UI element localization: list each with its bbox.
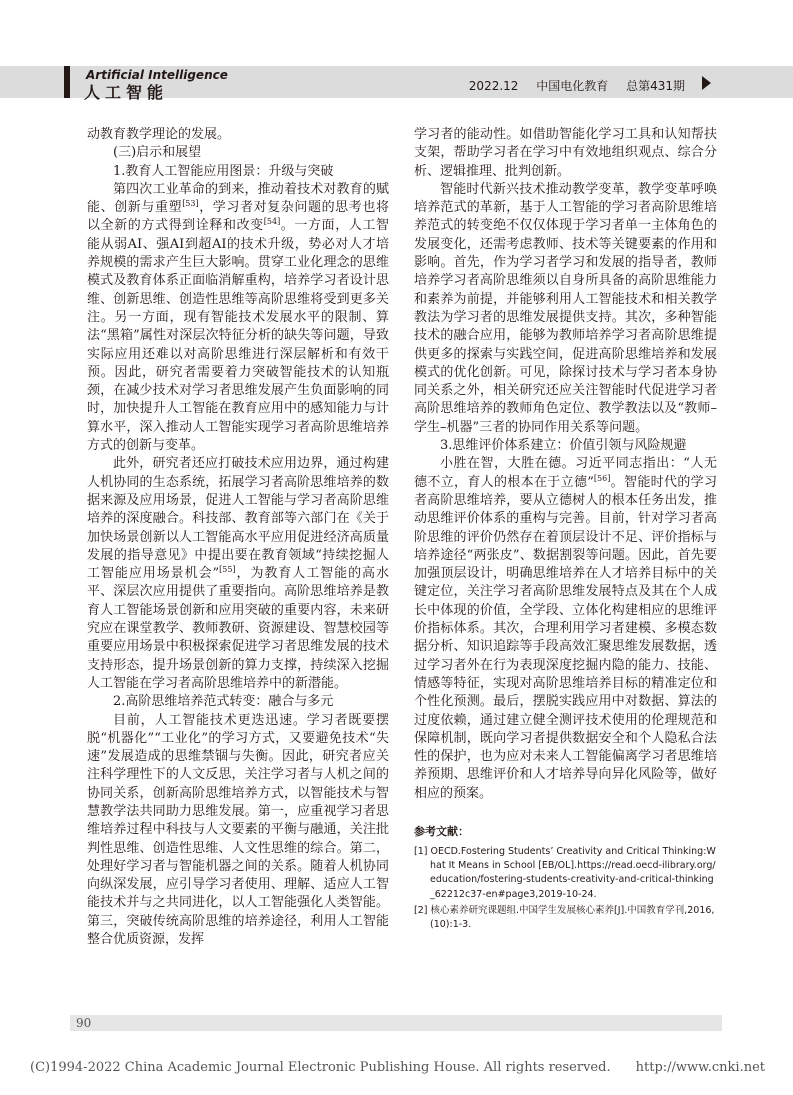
section-heading (87, 144, 389, 162)
copyright-text: (C)1994-2022 China Academic Journal Electronic Publishing House. All rights reserved. (30, 1060, 611, 1075)
paragraph (87, 455, 389, 693)
page-header (0, 0, 793, 108)
section-heading (87, 693, 389, 711)
issue-serial: 总第431期 (626, 79, 685, 93)
paragraph (414, 455, 717, 803)
references-section (414, 823, 717, 932)
paragraph-text: 3.思维评价体系建立：价值引领与风险规避 (440, 438, 687, 454)
paragraph-text: 此外，研究者还应打破技术应用边界，通过构建人机协同的生态系统，拓展学习者高阶思维培养的数据来源及应用场景，促进人工智能与学习者高阶思维培养的深度融合。科技部、教育部等六部门在《关于加快场景创新以人工智能高水平应用促进经济高质量发展的指导意见》中提出要在教育领域“持续挖掘人工智能应用场景机会” (87, 456, 389, 582)
paragraph-text: ，为教育人工智能的高水平、深层次应用提供了重要指向。高阶思维培养是教育人工智能场景创新和应用突破的重要内容，未来研究应在课堂教学、教师教研、资源建设、智慧校园等重要应用场景中积极探索促进学习者思维发展的技术支持形态，提升场景创新的算力支撑，持续深入挖掘人工智能在学习者高阶思维培养中的新潜能。 (87, 566, 389, 691)
citation-ref: [54] (263, 217, 281, 227)
references-list (414, 845, 717, 932)
triangle-marker-icon (702, 76, 711, 90)
section-title-en: Artificial Intelligence (86, 68, 228, 82)
right-column-body (414, 126, 717, 803)
paragraph-text: 学习者的能动性。如借助智能化学习工具和认知帮扶支架，帮助学习者在学习中有效地组织观点、综合分析、逻辑推理、批判创新。 (414, 127, 717, 179)
citation-ref: [55] (219, 565, 236, 575)
section-heading (414, 437, 717, 455)
issue-date: 2022.12 (468, 79, 519, 93)
paragraph-text: 动教育教学理论的发展。 (87, 127, 231, 142)
paragraph (87, 181, 389, 455)
paragraph-text: 2.高阶思维培养范式转变：融合与多元 (113, 694, 334, 710)
paragraph (87, 126, 389, 144)
reference-item: [2] 核心素养研究课题组.中国学生发展核心素养[J].中国教育学刊,2016,(10):1-3. (414, 904, 715, 930)
journal-name: 中国电化教育 (536, 79, 609, 93)
right-column (414, 126, 717, 934)
header-accent-bar (64, 66, 70, 98)
section-title-cn: 人工智能 (84, 83, 169, 102)
reference-item: [1] OECD.Fostering Students’ Creativity and Critical Thinking:What It Means in School [EB/OL].https://read.oecd-ilibrary.org/education/fostering-students-creativity-and-critical-thinking_62212c37-en#page3,2019-10-24. (414, 845, 716, 900)
citation-ref: [56] (593, 473, 611, 483)
citation-ref: [53] (182, 199, 199, 209)
page-number: 90 (76, 1016, 92, 1030)
paragraph (414, 181, 717, 437)
paragraph-text: 。智能时代的学习者高阶思维培养，要从立德树人的根本任务出发，推动思维评价体系的重构与完善。目前，针对学习者高阶思维的评价仍然存在着顶层设计不足、评价指标与培养途径“两张皮”、数据割裂等问题。因此，首先要加强顶层设计，明确思维培养在人才培养目标中的关键定位，关注学习者高阶思维发展特点及其在个人成长中体现的价值，全学段、立体化构建相应的思维评价指标体系。其次，合理利用学习者建模、多模态数据分析、知识追踪等手段高效汇聚思维发展数据，透过学习者外在行为表现深度挖掘内隐的能力、技能、情感等特征，实现对高阶思维培养目标的精准定位和个性化预测。最后，摆脱实践应用中对数据、算法的过度依赖，通过建立健全测评技术使用的伦理规范和保障机制，既向学习者提供数据安全和个人隐私合法性的保护，也为应对未来人工智能偏离学习者思维培养预期、思维评价和人才培养导向异化风险等，做好相应的预案。 (414, 474, 717, 801)
website-link[interactable]: http://www.cnki.net (635, 1060, 765, 1075)
paragraph-text: 小胜在智，大胜在德。习近平同志指出：“人无德不立，育人的根本在于立德” (414, 456, 717, 490)
left-column (87, 126, 389, 949)
paragraph-text: ，学习者对复杂问题的思考也将以全新的方式得到诠释和改变 (87, 200, 389, 234)
paragraph-text: 。一方面，人工智能从弱AI、强AI到超AI的技术升级，势必对人才培养规模的需求产生巨大影响。贯穿工业化理念的思维模式及教育体系正面临消解重构，培养学习者设计思维、创新思维、创造性思维等高阶思维将受到更多关注。另一方面，现有智能技术发展水平的限制、算法“黑箱”属性对深层次特征分析的缺失等问题，导致实际应用还难以对高阶思维进行深层解析和有效干预。因此，研究者需要着力突破智能技术的认知瓶颈，在减少技术对学习者思维发展产生负面影响的同时，加快提升人工智能在教育应用中的感知能力与计算水平，深入推动人工智能实现学习者高阶思维培养方式的创新与变革。 (87, 218, 389, 454)
paragraph (414, 126, 717, 181)
copyright-line (30, 1060, 765, 1075)
references-title: 参考文献： (414, 824, 469, 838)
section-heading (87, 163, 389, 181)
journal-info (455, 77, 685, 94)
paragraph-text: (三)启示和展望 (113, 145, 202, 161)
footer-bar (70, 1015, 722, 1031)
paragraph-text: 第四次工业革命的到来，推动着技术对教育的赋能、创新与重塑 (87, 181, 389, 216)
paragraph (87, 712, 389, 950)
paragraph-text: 目前，人工智能技术更迭迅速。学习者既要摆脱“机器化”“工业化”的学习方式，又要避免技术“失速”发展造成的思维禁锢与失衡。因此，研究者应关注科学理性下的人文反思，关注学习者与人机之间的协同关系，创新高阶思维培养方式，以智能技术与智慧教学法共同助力思维发展。第一，应重视学习者思维培养过程中科技与人文要素的平衡与融通，关注批判性思维、创造性思维、人文性思维的综合。第二，处理好学习者与智能机器之间的关系。随着人机协同向纵深发展，应引导学习者使用、理解、适应人工智能技术并与之共同进化，以人工智能强化人类智能。第三，突破传统高阶思维的培养途径，利用人工智能整合优质资源，发挥 (87, 712, 389, 948)
paragraph-text: 1.教育人工智能应用图景：升级与突破 (113, 163, 334, 179)
paragraph-text: 智能时代新兴技术推动教学变革，教学变革呼唤培养范式的革新，基于人工智能的学习者高阶思维培养范式的转变绝不仅仅体现于学习者单一主体角色的发展变化，还需考虑教师、技术等关键要素的作用和影响。首先，作为学习者学习和发展的指导者，教师培养学习者高阶思维须以自身所具备的高阶思维能力和素养为前提，并能够利用人工智能技术和相关教学教法为学习者的思维发展提供支持。其次，多种智能技术的融合应用，能够为教师培养学习者高阶思维提供更多的探索与实践空间，促进高阶思维培养和发展模式的优化创新。可见，除探讨技术与学习者本身协同关系之外，相关研究还应关注智能时代促进学习者高阶思维培养的教师角色定位、教学教法以及“教师–学生–机器”三者的协同作用关系等问题。 (414, 181, 717, 435)
